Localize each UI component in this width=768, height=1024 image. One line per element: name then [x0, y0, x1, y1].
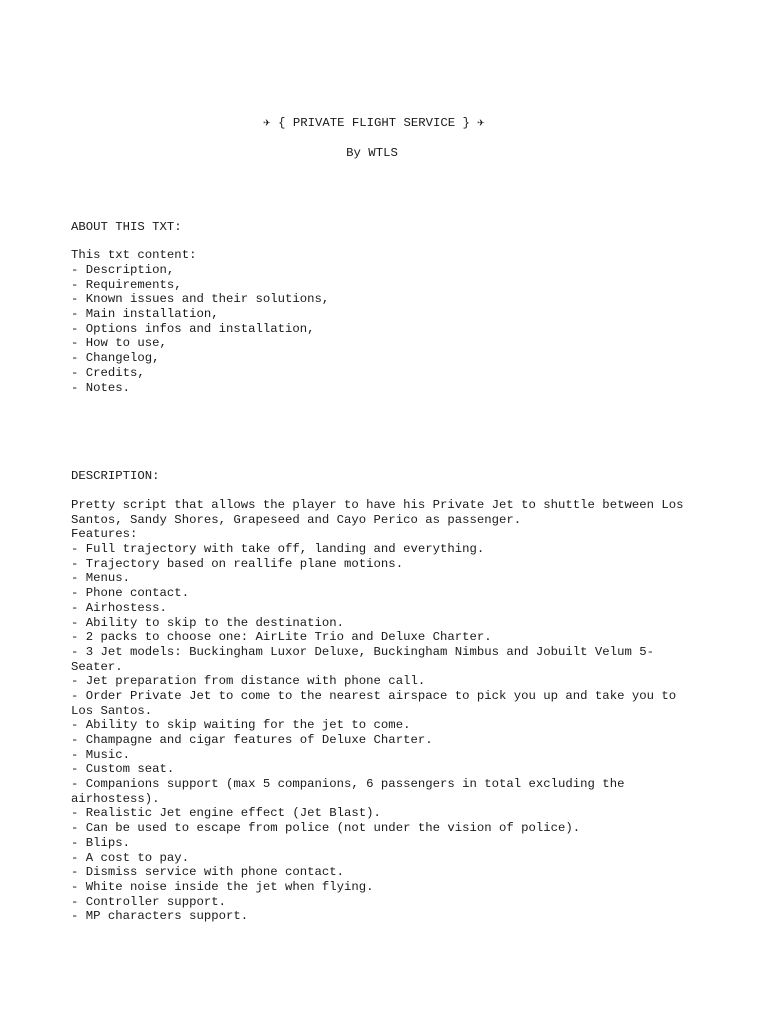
text-line: - Ability to skip to the destination. [71, 615, 345, 630]
list-item: - Description, [71, 263, 175, 277]
text-line: - Realistic Jet engine effect (Jet Blast). [71, 806, 381, 821]
about-intro: This txt content: [71, 248, 197, 262]
text-line: - MP characters support. [71, 909, 249, 924]
text-line: airhostess). [71, 791, 160, 806]
text-line: - Blips. [71, 835, 131, 850]
text-line: - Jet preparation from distance with phone call. [71, 674, 426, 689]
document-title: ✈ { PRIVATE FLIGHT SERVICE } ✈ [263, 116, 485, 130]
text-line: - Menus. [71, 571, 131, 586]
text-line: - Airhostess. [71, 600, 167, 615]
text-line: - Order Private Jet to come to the nearest airspace to pick you up and take you to [71, 688, 677, 703]
document-byline: By WTLS [346, 146, 398, 160]
text-line: Los Santos. [71, 703, 153, 718]
text-line: - Companions support (max 5 companions, 6 passengers in total excluding the [71, 777, 625, 792]
text-line: Santos, Sandy Shores, Grapeseed and Cayo Perico as passenger. [71, 512, 522, 527]
text-line: - Ability to skip waiting for the jet to come. [71, 718, 411, 733]
text-line: - Champagne and cigar features of Deluxe Charter. [71, 733, 433, 747]
list-item: - How to use, [71, 336, 167, 351]
text-line: - Trajectory based on reallife plane motions. [71, 556, 404, 571]
list-item: - Options infos and installation, [71, 321, 315, 336]
text-line: Features: [71, 527, 138, 542]
list-item: - Credits, [71, 365, 145, 380]
list-item: - Requirements, [71, 277, 182, 292]
text-line: - Custom seat. [71, 762, 175, 777]
list-item: - Main installation, [71, 307, 219, 322]
about-contents-list [71, 263, 329, 395]
list-item: - Notes. [71, 380, 131, 395]
text-line: - A cost to pay. [71, 850, 190, 865]
list-item: - Changelog, [71, 351, 160, 366]
list-item: - Known issues and their solutions, [71, 292, 330, 307]
text-line: Pretty script that allows the player to have his Private Jet to shuttle between Los [71, 498, 684, 512]
text-line: - 2 packs to choose one: AirLite Trio and Deluxe Charter. [71, 630, 492, 645]
text-line: - Full trajectory with take off, landing and everything. [71, 542, 485, 557]
text-line: - White noise inside the jet when flying. [71, 879, 374, 894]
text-line: - Controller support. [71, 894, 226, 909]
text-line: - Can be used to escape from police (not under the vision of police). [71, 821, 581, 836]
about-heading: ABOUT THIS TXT: [71, 220, 182, 234]
text-line: Seater. [71, 659, 123, 674]
text-line: - 3 Jet models: Buckingham Luxor Deluxe, Buckingham Nimbus and Jobuilt Velum 5- [71, 644, 654, 659]
text-line: - Music. [71, 747, 131, 762]
description-body [71, 498, 684, 924]
description-heading: DESCRIPTION: [71, 469, 160, 483]
text-line: - Phone contact. [71, 586, 190, 601]
text-line: - Dismiss service with phone contact. [71, 865, 345, 880]
